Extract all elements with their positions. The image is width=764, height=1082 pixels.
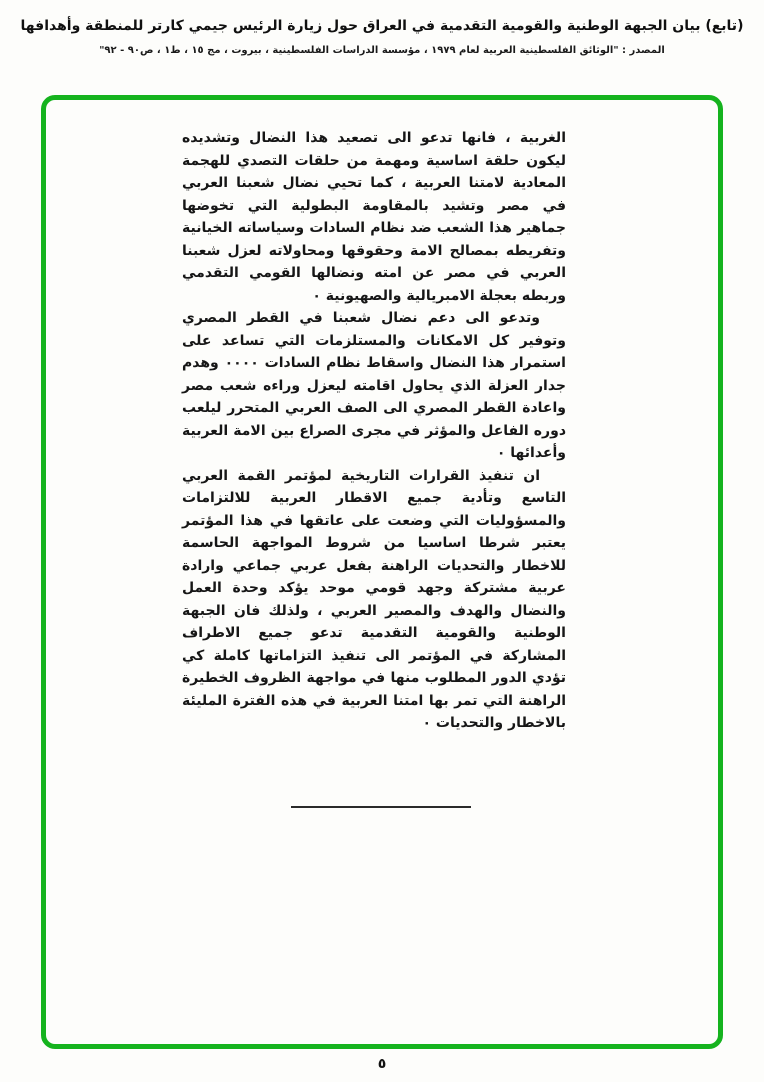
document-header xyxy=(0,18,764,56)
paragraph: وتدعو الى دعم نضال شعبنا في القطر المصري وتوفير كل الامكانات والمستلزمات التي تساعد على استمرار هذا النضال واسقاط نظام السادات ٠٠٠٠ وهدم جدار العزلة الذي يحاول اقامته ليعزل وراءه شعب مصر واعادة القطر المصري الى الصف العربي المتحرر ليلعب دوره الفاعل والمؤثر في مجرى الصراع بين الامة العربية وأعدائها ٠ xyxy=(182,310,566,461)
page-number: ٥ xyxy=(377,1056,387,1072)
source-citation-line: المصدر : "الوثائق الفلسطينية العربية لعام ١٩٧٩ ، مؤسسة الدراسات الفلسطينية ، بيروت ، مج ١٥ ، ط١ ، ص٩٠ - ٩٢" xyxy=(99,45,665,56)
document-body xyxy=(182,127,566,735)
document-title: (تابع) بيان الجبهة الوطنية والقومية التقدمية في العراق حول زيارة الرئيس جيمي كارتر للمنطقة وأهدافها xyxy=(20,18,744,34)
paragraph: الغربية ، فانها تدعو الى تصعيد هذا النضال وتشديده ليكون حلقة اساسية ومهمة من حلقات التصدي للهجمة المعادية لامتنا العربية ، كما تحيي نضال شعبنا العربي في مصر وتشيد بالمقاومة البطولية التي تخوضها جماهير هذا الشعب ضد نظام السادات وسياساته الخيانية وتفريطه بمصالح الامة وحقوقها ومحاولاته لعزل شعبنا العربي في مصر عن امته ونضالها القومي التقدمي وربطه بعجلة الامبريالية والصهيونية ٠ xyxy=(182,130,566,304)
separator-line xyxy=(291,806,471,808)
paragraph: ان تنفيذ القرارات التاريخية لمؤتمر القمة العربي التاسع وتأدية جميع الاقطار العربية للالتزامات والمسؤوليات التي وضعت على عاتقها في هذا المؤتمر يعتبر شرطا اساسيا من شروط المواجهة الحاسمة للاخطار والتحديات الراهنة بفعل عربي جماعي وارادة عربية مشتركة وجهد قومي موحد يؤكد وحدة العمل والنضال والهدف والمصير العربي ، ولذلك فان الجبهة الوطنية والقومية التقدمية تدعو جميع الاطراف المشاركة في المؤتمر الى تنفيذ التزاماتها كاملة كي تؤدي الدور المطلوب منها في مواجهة الظروف الخطيرة الراهنة التي تمر بها امتنا العربية في هذه الفترة المليئة بالاخطار والتحديات ٠ xyxy=(182,467,566,731)
